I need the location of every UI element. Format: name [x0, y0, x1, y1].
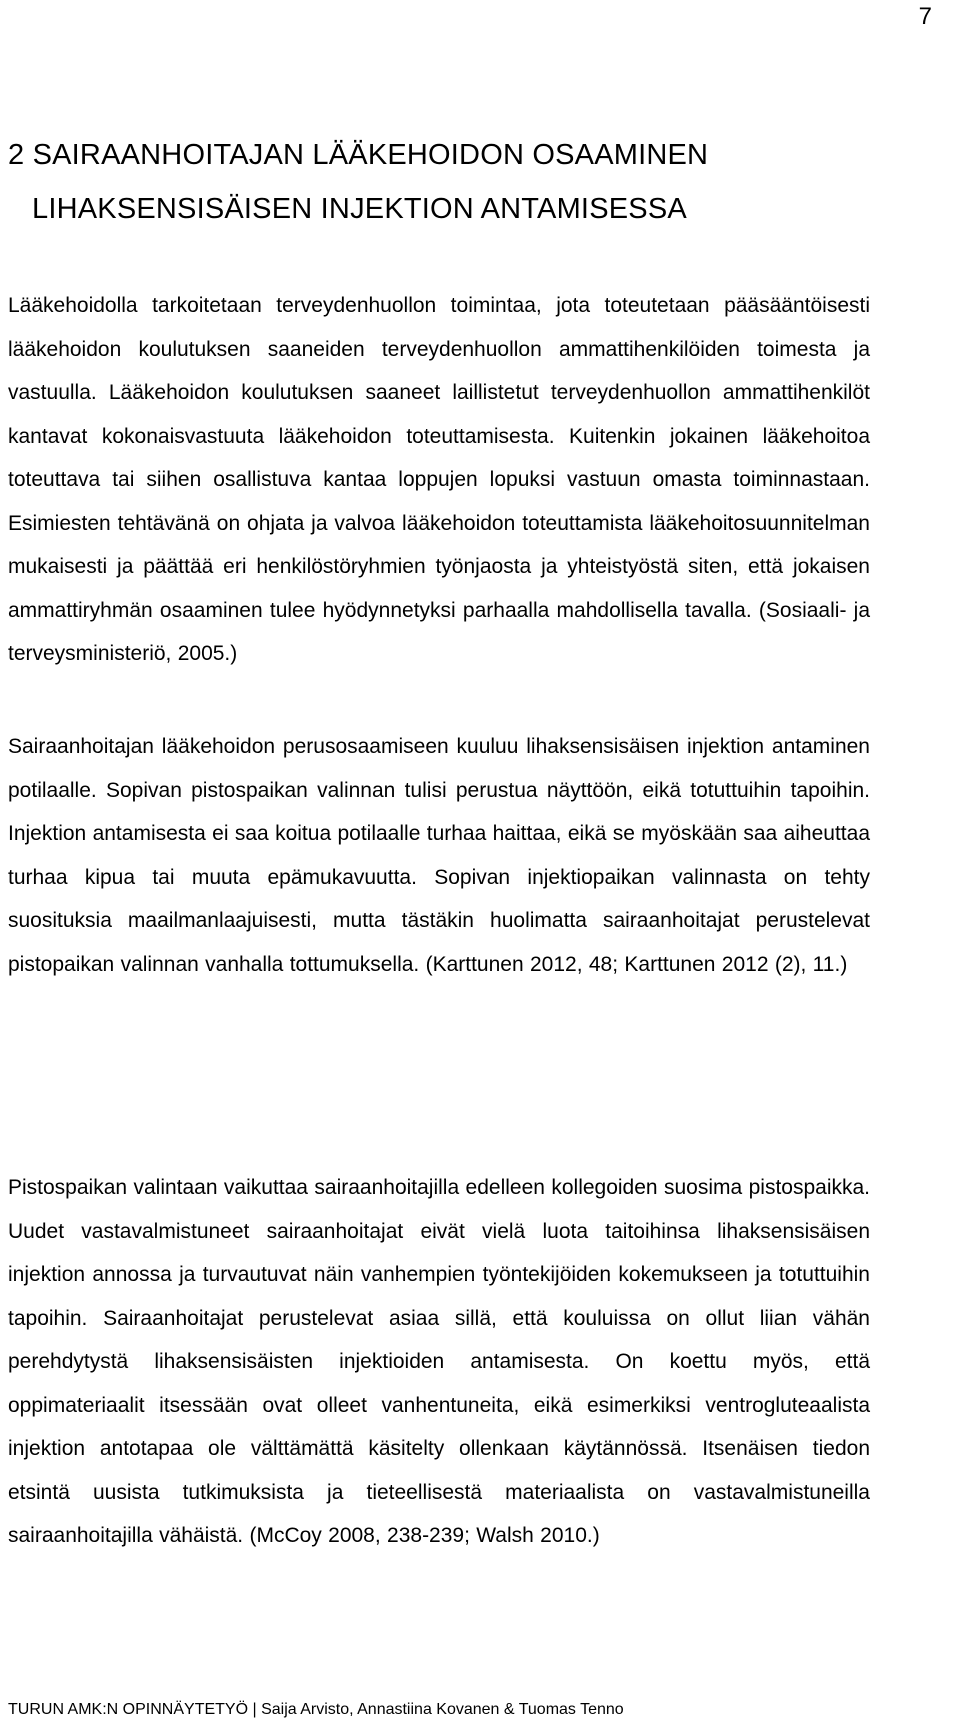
chapter-heading-line-2: LIHAKSENSISÄISEN INJEKTION ANTAMISESSA: [32, 193, 687, 225]
page-number: 7: [918, 3, 932, 30]
paragraph-injection-site-selection: Pistospaikan valintaan vaikuttaa sairaanhoitajilla edelleen kollegoiden suosima pistospaikka. Uudet vastavalmistuneet sairaanhoitajat eivät vielä luota taitoihinsa lihaksensisäisen injektion annossa ja turvautuvat näin vanhempien työntekijöiden kokemukseen ja totuttuihin tapoihin. Sairaanhoitajat perustelevat asiaa sillä, että kouluissa on ollut liian vähän perehdytystä lihaksensisäisten injektioiden antamisesta. On koettu myös, että oppimateriaalit itsessään ovat olleet vanhentuneita, eikä esimerkiksi ventrogluteaalista injektion antotapaa ole välttämättä käsitelty ollenkaan käytännössä. Itsenäisen tiedon etsintä uusista tutkimuksista ja tieteellisestä materiaalista on vastavalmistuneilla sairaanhoitajilla vähäistä. (McCoy 2008, 238-239; Walsh 2010.): [8, 1176, 870, 1547]
paragraph-injection-competence: Sairaanhoitajan lääkehoidon perusosaamiseen kuuluu lihaksensisäisen injektion antaminen potilaalle. Sopivan pistospaikan valinnan tulisi perustua näyttöön, eikä totuttuihin tapoihin. Injektion antamisesta ei saa koitua potilaalle turhaa haittaa, eikä se myöskään saa aiheuttaa turhaa kipua tai muuta epämukavuutta. Sopivan injektiopaikan valinnasta on tehty suosituksia maailmanlaajuisesti, mutta tästäkin huolimatta sairaanhoitajat perustelevat pistopaikan valinnan vanhalla tottumuksella. (Karttunen 2012, 48; Karttunen 2012 (2), 11.): [8, 735, 870, 976]
page-footer: TURUN AMK:N OPINNÄYTETYÖ | Saija Arvisto, Annastiina Kovanen & Tuomas Tenno: [8, 1701, 624, 1718]
chapter-heading-line-1: 2 SAIRAANHOITAJAN LÄÄKEHOIDON OSAAMINEN: [8, 139, 709, 171]
chapter-heading: [8, 128, 858, 236]
paragraph-medication-care-definition: Lääkehoidolla tarkoitetaan terveydenhuollon toimintaa, jota toteutetaan pääsääntöisesti lääkehoidon koulutuksen saaneiden terveydenhuollon ammattihenkilöiden toimesta ja vastuulla. Lääkehoidon koulutuksen saaneet laillistetut terveydenhuollon ammattihenkilöt kantavat kokonaisvastuuta lääkehoidon toteuttamisesta. Kuitenkin jokainen lääkehoitoa toteuttava tai siihen osallistuva kantaa loppujen lopuksi vastuun omasta toiminnastaan. Esimiesten tehtävänä on ohjata ja valvoa lääkehoidon toteuttamista lääkehoitosuunnitelman mukaisesti ja päättää eri henkilöstöryhmien työnjaosta ja yhteistyöstä siten, että jokaisen ammattiryhmän osaaminen tulee hyödynnetyksi parhaalla mahdollisella tavalla. (Sosiaali- ja terveysministeriö, 2005.): [8, 294, 870, 665]
